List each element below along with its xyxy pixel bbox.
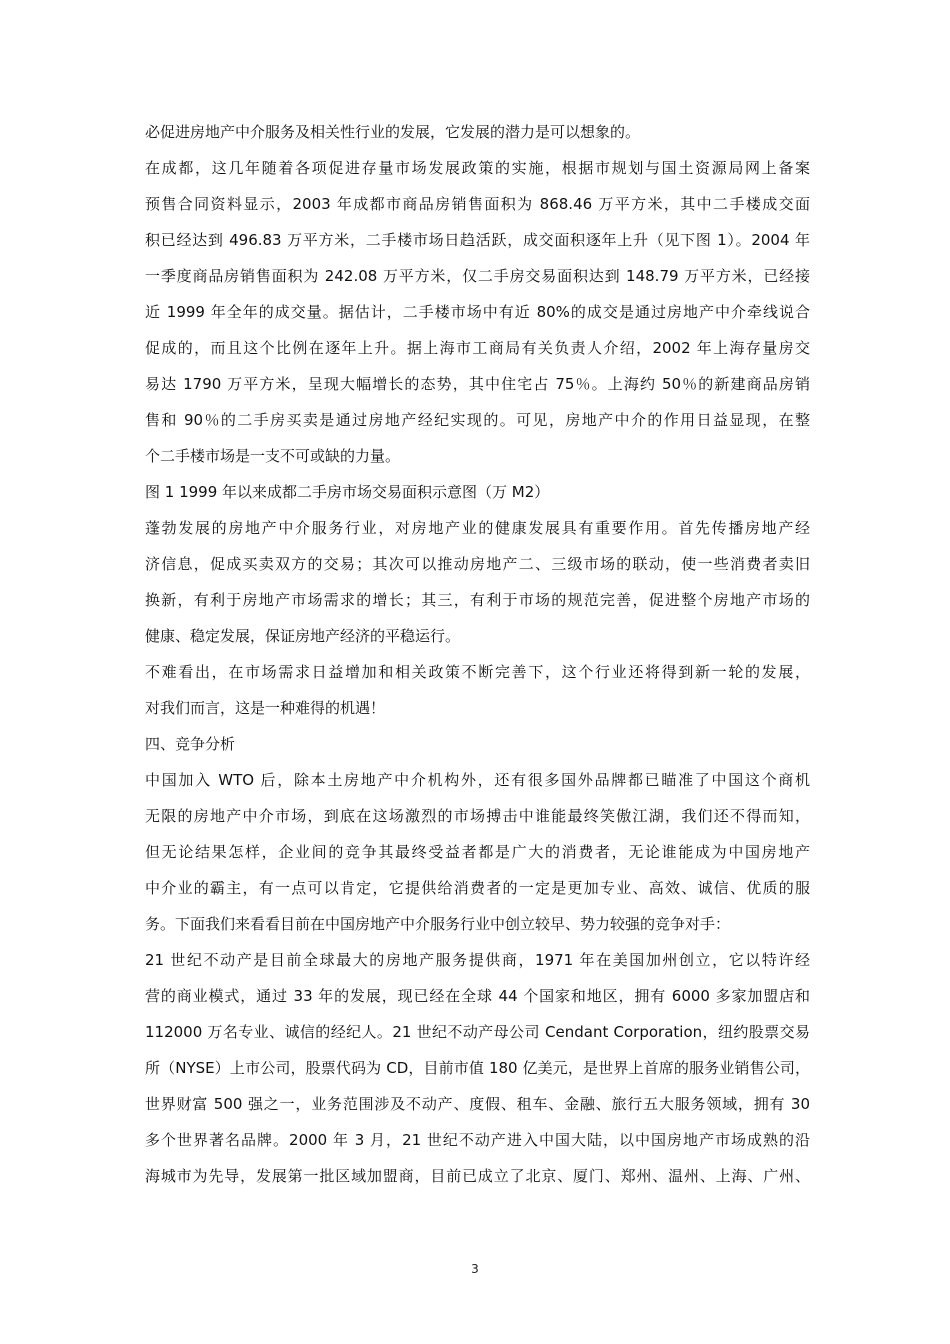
text-line: 不难看出，在市场需求日益增加和相关政策不断完善下，这个行业还将得到新一轮的发展， <box>145 663 810 681</box>
text-line: 112000 万名专业、诚信的经纪人。21 世纪不动产母公司 Cendant Corporation，纽约股票交易 <box>145 1023 810 1041</box>
text-line: 营的商业模式，通过 33 年的发展，现已经在全球 44 个国家和地区，拥有 6000 多家加盟店和 <box>145 987 810 1005</box>
text-line: 21 世纪不动产是目前全球最大的房地产服务提供商，1971 年在美国加州创立，它以特许经 <box>145 951 810 969</box>
text-line: 易达 1790 万平方米，呈现大幅增长的态势，其中住宅占 75％。上海约 50％的新建商品房销 <box>145 375 810 393</box>
section-heading: 四、竞争分析 <box>145 735 236 753</box>
body-text <box>145 122 810 1202</box>
text-line: 积已经达到 496.83 万平方米，二手楼市场日趋活跃，成交面积逐年上升（见下图 1）。2004 年 <box>145 231 810 249</box>
text-line: 一季度商品房销售面积为 242.08 万平方米，仅二手房交易面积达到 148.79 万平方米，已经接 <box>145 267 810 285</box>
text-line: 海城市为先导，发展第一批区域加盟商，目前已成立了北京、厦门、郑州、温州、上海、广州、 <box>145 1167 810 1185</box>
text-line: 中介业的霸主，有一点可以肯定，它提供给消费者的一定是更加专业、高效、诚信、优质的服 <box>145 879 810 897</box>
figure-caption: 图 1 1999 年以来成都二手房市场交易面积示意图（万 M2） <box>145 483 550 501</box>
text-line: 预售合同资料显示，2003 年成都市商品房销售面积为 868.46 万平方米，其中二手楼成交面 <box>145 195 810 213</box>
text-line: 在成都，这几年随着各项促进存量市场发展政策的实施，根据市规划与国土资源局网上备案 <box>145 159 810 177</box>
text-line: 世界财富 500 强之一，业务范围涉及不动产、度假、租车、金融、旅行五大服务领域，拥有 30 <box>145 1095 810 1113</box>
text-line: 售和 90％的二手房买卖是通过房地产经纪实现的。可见，房地产中介的作用日益显现，在整 <box>145 411 810 429</box>
text-line: 必促进房地产中介服务及相关性行业的发展，它发展的潜力是可以想象的。 <box>145 123 641 141</box>
text-line: 多个世界著名品牌。2000 年 3 月，21 世纪不动产进入中国大陆，以中国房地产市场成熟的沿 <box>145 1131 810 1149</box>
text-line: 无限的房地产中介市场，到底在这场激烈的市场搏击中谁能最终笑傲江湖，我们还不得而知， <box>145 807 810 825</box>
page-number: 3 <box>471 1262 479 1276</box>
text-line: 蓬勃发展的房地产中介服务行业，对房地产业的健康发展具有重要作用。首先传播房地产经 <box>145 519 810 537</box>
text-line: 近 1999 年全年的成交量。据估计，二手楼市场中有近 80%的成交是通过房地产中介牵线说合 <box>145 303 810 321</box>
text-line: 对我们而言，这是一种难得的机遇！ <box>145 699 386 717</box>
text-line: 个二手楼市场是一支不可或缺的力量。 <box>145 447 401 465</box>
text-line: 促成的，而且这个比例在逐年上升。据上海市工商局有关负责人介绍，2002 年上海存量房交 <box>145 339 810 357</box>
text-line: 健康、稳定发展，保证房地产经济的平稳运行。 <box>145 627 461 645</box>
text-line: 换新，有利于房地产市场需求的增长；其三，有利于市场的规范完善，促进整个房地产市场的 <box>145 591 810 609</box>
text-line: 中国加入 WTO 后，除本土房地产中介机构外，还有很多国外品牌都已瞄准了中国这个商机 <box>145 771 810 789</box>
text-line: 所（NYSE）上市公司，股票代码为 CD，目前市值 180 亿美元，是世界上首席的服务业销售公司， <box>145 1059 810 1077</box>
text-line: 但无论结果怎样，企业间的竞争其最终受益者都是广大的消费者，无论谁能成为中国房地产 <box>145 843 810 861</box>
text-line: 济信息，促成买卖双方的交易；其次可以推动房地产二、三级市场的联动，使一些消费者卖旧 <box>145 555 810 573</box>
text-line: 务。下面我们来看看目前在中国房地产中介服务行业中创立较早、势力较强的竞争对手： <box>145 915 731 933</box>
